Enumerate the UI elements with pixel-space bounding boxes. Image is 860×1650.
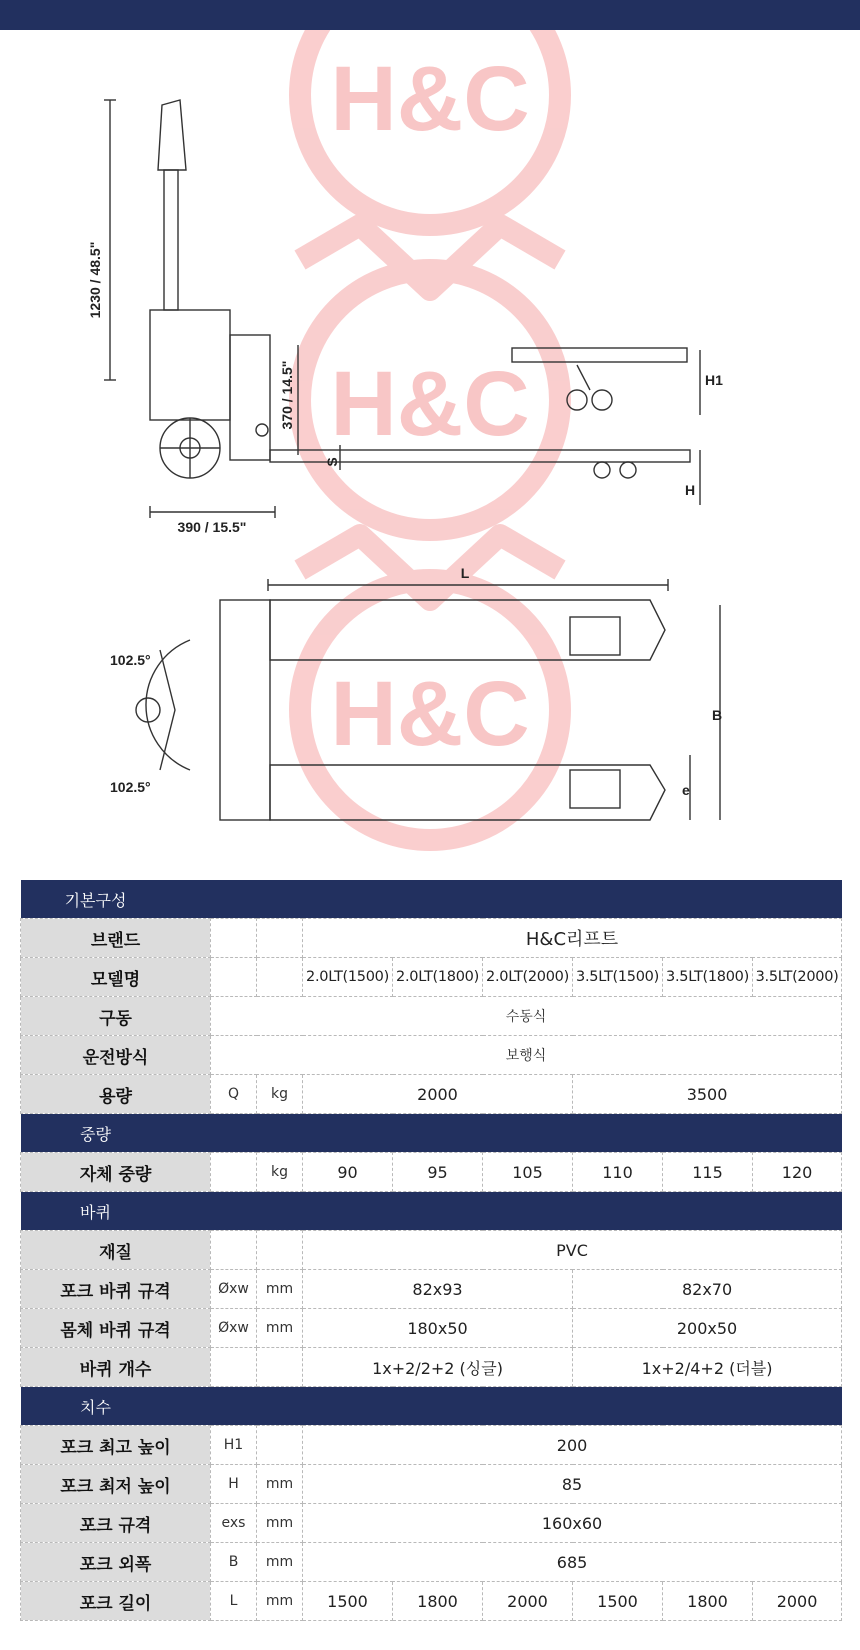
- unit-cell: kg: [257, 1153, 303, 1192]
- brand-value: H&C리프트: [303, 919, 842, 958]
- watermark-text: H&C: [330, 663, 530, 765]
- spec-row-fork-min: [21, 1465, 842, 1504]
- dim-h1-label: H1: [705, 372, 723, 388]
- symbol-cell: Øxw: [211, 1309, 257, 1348]
- dim-e-label: e: [682, 782, 690, 798]
- section-title: 치수: [80, 1397, 111, 1417]
- row-label: 포크 길이: [21, 1582, 211, 1621]
- model-cell: 3.5LT(1800): [663, 958, 753, 997]
- value-cell: 3500: [573, 1075, 842, 1114]
- value-cell: 1500: [303, 1582, 393, 1621]
- row-label: 구동: [21, 997, 211, 1036]
- value-cell: 2000: [483, 1582, 573, 1621]
- side-view: [104, 100, 700, 518]
- row-label: 모델명: [21, 958, 211, 997]
- value-cell: 200: [303, 1426, 842, 1465]
- value-cell: 2000: [303, 1075, 573, 1114]
- value-cell: 85: [303, 1465, 842, 1504]
- dim-fork-rise-label: 370 / 14.5": [279, 360, 295, 430]
- spec-row-self-weight: [21, 1153, 842, 1192]
- value-cell: 2000: [753, 1582, 842, 1621]
- unit-cell: mm: [257, 1504, 303, 1543]
- row-label: 재질: [21, 1231, 211, 1270]
- spec-table: [20, 880, 842, 1621]
- spec-row-fork-max: [21, 1426, 842, 1465]
- watermark-text: H&C: [330, 353, 530, 455]
- spec-row-brand: [21, 919, 842, 958]
- dim-width-label: 390 / 15.5": [177, 519, 247, 535]
- spec-row-operation: [21, 1036, 842, 1075]
- section-title: 바퀴: [80, 1202, 111, 1222]
- value-cell: 115: [663, 1153, 753, 1192]
- top-banner: [0, 0, 860, 30]
- row-label: 포크 최고 높이: [21, 1426, 211, 1465]
- row-label: 자체 중량: [21, 1153, 211, 1192]
- row-label: 용량: [21, 1075, 211, 1114]
- symbol-cell: H1: [211, 1426, 257, 1465]
- value-cell: 180x50: [303, 1309, 573, 1348]
- value-cell: 200x50: [573, 1309, 842, 1348]
- model-cell: 2.0LT(1800): [393, 958, 483, 997]
- section-row-basic: [21, 880, 842, 919]
- value-cell: 105: [483, 1153, 573, 1192]
- spec-row-body-wheel: [21, 1309, 842, 1348]
- spec-row-model: [21, 958, 842, 997]
- unit-cell: mm: [257, 1270, 303, 1309]
- model-cell: 3.5LT(2000): [753, 958, 842, 997]
- value-cell: 수동식: [211, 997, 842, 1036]
- value-cell: 82x93: [303, 1270, 573, 1309]
- model-cell: 2.0LT(2000): [483, 958, 573, 997]
- symbol-cell: H: [211, 1465, 257, 1504]
- section-row-weight: [21, 1114, 842, 1153]
- value-cell: 1x+2/4+2 (더블): [573, 1348, 842, 1387]
- row-label: 바퀴 개수: [21, 1348, 211, 1387]
- row-label: 포크 최저 높이: [21, 1465, 211, 1504]
- spec-row-fork-size: [21, 1504, 842, 1543]
- spec-row-fork-width: [21, 1543, 842, 1582]
- symbol-cell: Q: [211, 1075, 257, 1114]
- unit-cell: mm: [257, 1582, 303, 1621]
- spec-row-drive: [21, 997, 842, 1036]
- value-cell: 90: [303, 1153, 393, 1192]
- value-cell: PVC: [303, 1231, 842, 1270]
- section-title: 기본구성: [64, 890, 127, 910]
- model-cell: 2.0LT(1500): [303, 958, 393, 997]
- value-cell: 1x+2/2+2 (싱글): [303, 1348, 573, 1387]
- spec-row-material: [21, 1231, 842, 1270]
- unit-cell: mm: [257, 1543, 303, 1582]
- angle-top-label: 102.5°: [110, 652, 151, 668]
- value-cell: 1500: [573, 1582, 663, 1621]
- row-label: 몸체 바퀴 규격: [21, 1309, 211, 1348]
- row-label: 포크 바퀴 규격: [21, 1270, 211, 1309]
- section-title: 중량: [80, 1124, 111, 1144]
- dim-height-label: 1230 / 48.5": [87, 241, 103, 319]
- value-cell: 120: [753, 1153, 842, 1192]
- value-cell: 110: [573, 1153, 663, 1192]
- angle-bottom-label: 102.5°: [110, 779, 151, 795]
- spec-row-fork-length: [21, 1582, 842, 1621]
- dim-h-label: H: [685, 482, 696, 498]
- value-cell: 685: [303, 1543, 842, 1582]
- dim-b-label: B: [712, 707, 723, 723]
- symbol-cell: L: [211, 1582, 257, 1621]
- spec-row-fork-wheel: [21, 1270, 842, 1309]
- section-row-wheel: [21, 1192, 842, 1231]
- symbol-cell: exs: [211, 1504, 257, 1543]
- unit-cell: kg: [257, 1075, 303, 1114]
- value-cell: 82x70: [573, 1270, 842, 1309]
- watermark-text: H&C: [330, 48, 530, 150]
- value-cell: 1800: [663, 1582, 753, 1621]
- dim-s-label: S: [324, 457, 340, 467]
- unit-cell: mm: [257, 1309, 303, 1348]
- unit-cell: mm: [257, 1465, 303, 1504]
- value-cell: 1800: [393, 1582, 483, 1621]
- dim-length-label: L: [460, 565, 470, 581]
- spec-row-capacity: [21, 1075, 842, 1114]
- symbol-cell: Øxw: [211, 1270, 257, 1309]
- model-cell: 3.5LT(1500): [573, 958, 663, 997]
- spec-row-wheel-count: [21, 1348, 842, 1387]
- value-cell: 보행식: [211, 1036, 842, 1075]
- row-label: 브랜드: [21, 919, 211, 958]
- value-cell: 95: [393, 1153, 483, 1192]
- value-cell: 160x60: [303, 1504, 842, 1543]
- pallet-truck-drawing: [0, 30, 860, 875]
- section-row-dimension: [21, 1387, 842, 1426]
- row-label: 포크 외폭: [21, 1543, 211, 1582]
- row-label: 포크 규격: [21, 1504, 211, 1543]
- row-label: 운전방식: [21, 1036, 211, 1075]
- symbol-cell: B: [211, 1543, 257, 1582]
